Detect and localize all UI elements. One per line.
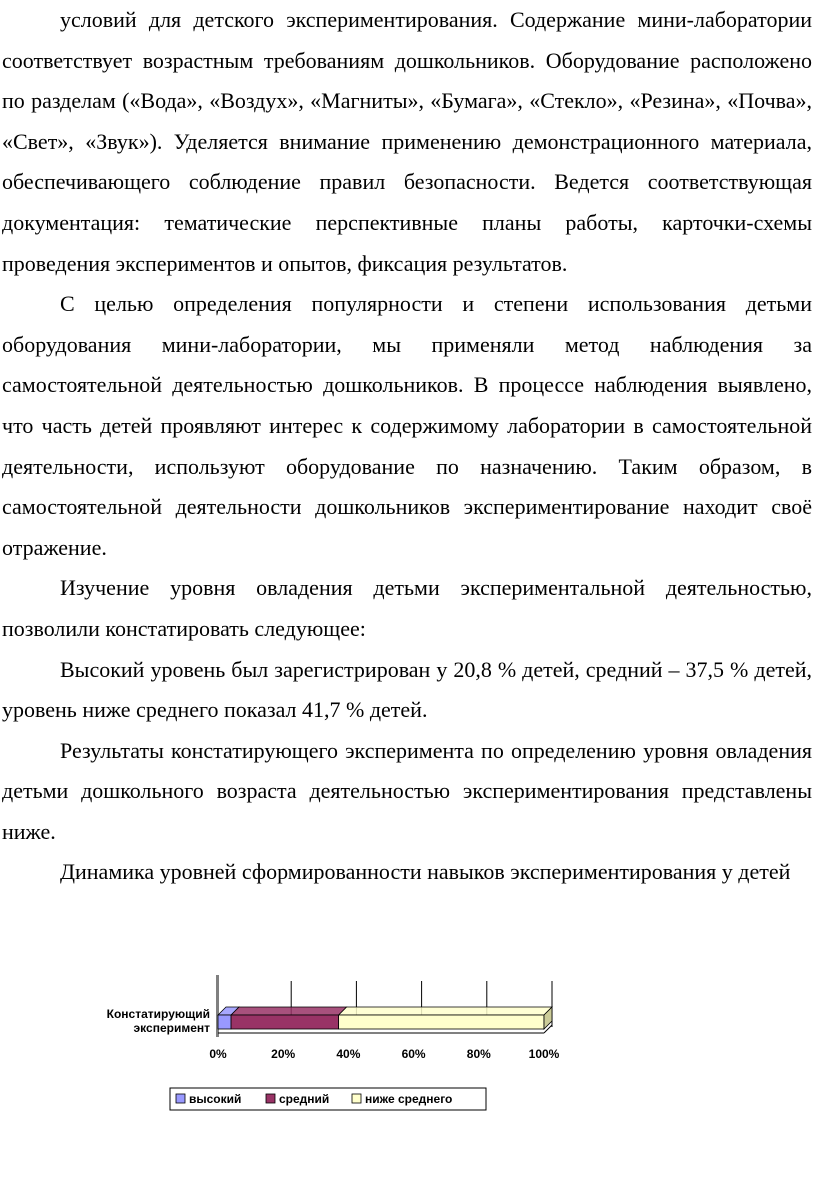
legend-swatch (266, 1094, 275, 1103)
paragraph-3: Изучение уровня овладения детьми экспериментальной деятельностью, позволили констатировать следующее: (2, 575, 812, 641)
x-tick-label: 20% (271, 1047, 296, 1061)
bar-1-top (231, 1007, 347, 1015)
paragraph-2: С целью определения популярности и степени использования детьми оборудования мини-лаборатории, мы применяли метод наблюдения за самостоятельной деятельностью дошкольников. В процессе наблюдения выявлено, что часть детей проявляют интерес к содержимому лаборатории в самостоятельной деятельности, используют оборудование по назначению. Таким образом, в самостоятельной деятельности дошкольников экспериментирование находит своё отражение. (2, 291, 812, 560)
chart-canvas (70, 975, 590, 1125)
bar-2 (339, 1015, 544, 1029)
x-tick-label: 100% (528, 1047, 560, 1061)
paragraph-1: условий для детского экспериментирования. Содержание мини-лаборатории соответствует возрастным требованиям дошкольников. Оборудование расположено по разделам («Вода», «Воздух», «Магниты», «Бумага», «Стекло», «Резина», «Почва», «Свет», «Звук»). Уделяется внимание применению демонстрационного материала, обеспечивающего соблюдение правил безопасности. Ведется соответствующая документация: тематические перспективные планы работы, карточки-схемы проведения экспериментов и опытов, фиксация результатов. (2, 7, 812, 276)
paragraph-4: Высокий уровень был зарегистрирован у 20,8 % детей, средний – 37,5 % детей, уровень ниже среднего показал 41,7 % детей. (2, 656, 812, 723)
paragraph-5: Результаты констатирующего эксперимента по определению уровня овладения детьми дошкольного возраста деятельностью экспериментирования представлены ниже. (2, 737, 812, 844)
legend-label: средний (279, 1092, 330, 1106)
bar-2-top (339, 1007, 552, 1015)
legend-label: ниже среднего (365, 1092, 453, 1106)
category-label: эксперимент (133, 1021, 210, 1035)
legend-label: высокий (189, 1092, 242, 1106)
bar-1 (231, 1015, 339, 1029)
x-tick-label: 80% (466, 1047, 491, 1061)
x-tick-label: 60% (401, 1047, 426, 1061)
x-tick-label: 40% (336, 1047, 361, 1061)
legend-swatch (176, 1094, 185, 1103)
legend-swatch (352, 1094, 361, 1103)
body-text (2, 0, 812, 893)
category-label: Констатирующий (106, 1007, 210, 1021)
x-tick-label: 0% (209, 1047, 227, 1061)
bar-0 (218, 1015, 231, 1029)
stacked-bar-chart (70, 975, 590, 1125)
paragraph-6: Динамика уровней сформированности навыков экспериментирования у детей (60, 859, 791, 885)
